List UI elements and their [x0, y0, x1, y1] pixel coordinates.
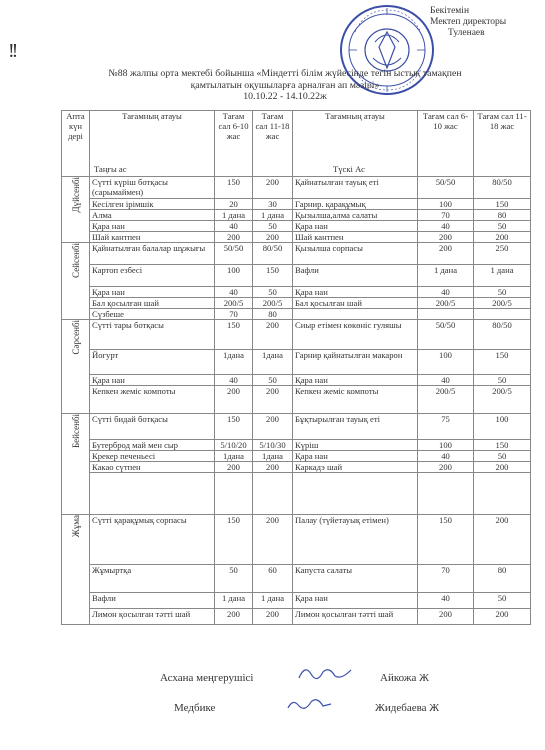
breakfast-dish-cell: Бутерброд май мен сыр	[90, 440, 215, 451]
lunch-portion-6-10-cell: 200	[418, 462, 474, 473]
lunch-portion-6-10-cell: 70	[418, 210, 474, 221]
document-title	[75, 68, 495, 103]
breakfast-portion-11-18-cell: 80	[253, 309, 293, 320]
table-row	[62, 515, 531, 565]
breakfast-portion-6-10-cell: 200	[215, 609, 253, 625]
lunch-portion-6-10-cell: 40	[418, 593, 474, 609]
header-age-11-18: Тағам сал 11-18 жас	[253, 111, 293, 177]
lunch-dish-cell: Лимон қосылған тәтті шай	[293, 609, 418, 625]
margin-mark: !!	[8, 40, 16, 62]
breakfast-portion-11-18-cell: 200	[253, 177, 293, 199]
lunch-dish-cell: Бал қосылған шай	[293, 298, 418, 309]
lunch-portion-6-10-cell: 70	[418, 565, 474, 593]
breakfast-dish-cell: Сүтті бидай ботқасы	[90, 414, 215, 440]
approval-line-2: Мектеп директоры	[430, 17, 507, 27]
lunch-dish-cell: Қара нан	[293, 593, 418, 609]
breakfast-portion-11-18-cell: 200	[253, 609, 293, 625]
breakfast-dish-cell: Жұмыртқа	[90, 565, 215, 593]
lunch-portion-11-18-cell: 150	[474, 199, 531, 210]
breakfast-portion-6-10-cell: 5/10/20	[215, 440, 253, 451]
table-header-row	[62, 111, 531, 177]
lunch-portion-11-18-cell: 50	[474, 221, 531, 232]
breakfast-dish-cell: Сүтті күріш ботқасы (сарымаймен)	[90, 177, 215, 199]
cook-name: Айкожа Ж	[380, 672, 429, 684]
breakfast-portion-6-10-cell	[215, 473, 253, 515]
lunch-portion-11-18-cell: 50	[474, 593, 531, 609]
nurse-name: Жидебаева Ж	[375, 702, 440, 714]
breakfast-dish-cell: Лимон қосылған тәтті шай	[90, 609, 215, 625]
lunch-dish-cell: Кепкен жеміс компоты	[293, 386, 418, 414]
nurse-title: Медбике	[174, 702, 216, 714]
breakfast-portion-11-18-cell: 5/10/30	[253, 440, 293, 451]
table-row	[62, 199, 531, 210]
table-row	[62, 414, 531, 440]
header-day: Апта күн дері	[62, 111, 90, 177]
breakfast-portion-6-10-cell: 150	[215, 177, 253, 199]
header-lunch-age-6-10: Тағам сал 6-10 жас	[418, 111, 474, 177]
breakfast-portion-11-18-cell: 200/5	[253, 298, 293, 309]
lunch-dish-cell: Гарнир қайнатылған макарон	[293, 350, 418, 375]
nurse-signature	[285, 694, 335, 714]
lunch-portion-6-10-cell: 200	[418, 232, 474, 243]
breakfast-portion-11-18-cell: 200	[253, 462, 293, 473]
breakfast-portion-11-18-cell: 50	[253, 375, 293, 386]
breakfast-portion-11-18-cell: 50	[253, 221, 293, 232]
lunch-portion-6-10-cell	[418, 309, 474, 320]
lunch-portion-6-10-cell: 150	[418, 515, 474, 565]
breakfast-dish-cell: Крекер печеньесі	[90, 451, 215, 462]
lunch-dish-cell: Қара нан	[293, 287, 418, 298]
breakfast-dish-cell: Вафли	[90, 593, 215, 609]
table-row	[62, 462, 531, 473]
lunch-dish-cell: Күріш	[293, 440, 418, 451]
table-row	[62, 565, 531, 593]
cook-signature	[295, 662, 355, 684]
breakfast-portion-6-10-cell: 20	[215, 199, 253, 210]
breakfast-dish-cell: Сүзбеше	[90, 309, 215, 320]
breakfast-portion-6-10-cell: 200/5	[215, 298, 253, 309]
lunch-portion-6-10-cell: 100	[418, 440, 474, 451]
breakfast-portion-11-18-cell: 50	[253, 287, 293, 298]
breakfast-portion-6-10-cell: 200	[215, 462, 253, 473]
lunch-portion-11-18-cell: 80/50	[474, 320, 531, 350]
breakfast-portion-11-18-cell: 200	[253, 515, 293, 565]
header-age-6-10: Тағам сал 6-10 жас	[215, 111, 253, 177]
lunch-dish-cell: Гарнир. қарақұмық	[293, 199, 418, 210]
table-row	[62, 265, 531, 287]
lunch-portion-11-18-cell: 200	[474, 462, 531, 473]
breakfast-portion-6-10-cell: 40	[215, 375, 253, 386]
lunch-dish-cell: Каркадэ шай	[293, 462, 418, 473]
day-cell	[62, 320, 90, 414]
menu-table	[61, 110, 531, 625]
breakfast-portion-11-18-cell: 30	[253, 199, 293, 210]
lunch-portion-11-18-cell	[474, 473, 531, 515]
lunch-portion-11-18-cell: 100	[474, 414, 531, 440]
breakfast-portion-6-10-cell: 200	[215, 386, 253, 414]
table-row	[62, 440, 531, 451]
lunch-dish-cell: Палау (түйетауық етімен)	[293, 515, 418, 565]
breakfast-portion-6-10-cell: 200	[215, 232, 253, 243]
lunch-dish-cell: Сиыр етімен көкөніс гуляшы	[293, 320, 418, 350]
table-row	[62, 232, 531, 243]
breakfast-portion-6-10-cell: 100	[215, 265, 253, 287]
breakfast-dish-cell: Йогурт	[90, 350, 215, 375]
breakfast-portion-6-10-cell: 40	[215, 287, 253, 298]
breakfast-dish-cell: Сүтті тары ботқасы	[90, 320, 215, 350]
lunch-portion-11-18-cell: 150	[474, 350, 531, 375]
lunch-portion-11-18-cell: 200	[474, 609, 531, 625]
breakfast-portion-11-18-cell: 1дана	[253, 350, 293, 375]
breakfast-portion-6-10-cell: 150	[215, 515, 253, 565]
breakfast-portion-11-18-cell: 150	[253, 265, 293, 287]
table-row	[62, 287, 531, 298]
breakfast-dish-cell: Шай кантпен	[90, 232, 215, 243]
lunch-portion-11-18-cell: 200/5	[474, 386, 531, 414]
breakfast-portion-11-18-cell: 80/50	[253, 243, 293, 265]
table-row	[62, 451, 531, 462]
lunch-portion-6-10-cell: 1 дана	[418, 265, 474, 287]
header-breakfast: Таңғы ас	[94, 164, 127, 174]
breakfast-dish-cell: Кесілген ірімшік	[90, 199, 215, 210]
lunch-portion-6-10-cell: 40	[418, 375, 474, 386]
lunch-portion-11-18-cell: 80/50	[474, 177, 531, 199]
lunch-portion-11-18-cell: 200	[474, 232, 531, 243]
table-row	[62, 593, 531, 609]
breakfast-portion-6-10-cell: 1дана	[215, 350, 253, 375]
breakfast-portion-6-10-cell: 1дана	[215, 451, 253, 462]
lunch-portion-11-18-cell: 80	[474, 565, 531, 593]
title-line-2: қамтылатын оқушыларға арналған ап мәзірі»	[190, 79, 380, 91]
breakfast-portion-6-10-cell: 1 дана	[215, 210, 253, 221]
breakfast-dish-cell: Сүтті қарақұмық сорпасы	[90, 515, 215, 565]
lunch-portion-11-18-cell: 50	[474, 451, 531, 462]
lunch-dish-cell: Шай кантпен	[293, 232, 418, 243]
breakfast-dish-cell: Картоп езбесі	[90, 265, 215, 287]
lunch-portion-6-10-cell: 40	[418, 221, 474, 232]
lunch-dish-cell: Қара нан	[293, 451, 418, 462]
breakfast-portion-11-18-cell	[253, 473, 293, 515]
day-name: Бейсенбі	[70, 414, 81, 448]
lunch-portion-6-10-cell: 40	[418, 451, 474, 462]
lunch-portion-11-18-cell: 250	[474, 243, 531, 265]
breakfast-dish-cell: Алма	[90, 210, 215, 221]
breakfast-portion-11-18-cell: 1 дана	[253, 593, 293, 609]
breakfast-portion-11-18-cell: 1дана	[253, 451, 293, 462]
table-row	[62, 243, 531, 265]
breakfast-portion-6-10-cell: 50	[215, 565, 253, 593]
lunch-portion-6-10-cell: 75	[418, 414, 474, 440]
lunch-dish-cell: Қара нан	[293, 221, 418, 232]
table-row	[62, 375, 531, 386]
day-cell	[62, 177, 90, 243]
lunch-portion-11-18-cell: 200/5	[474, 298, 531, 309]
breakfast-dish-cell: Қара нан	[90, 375, 215, 386]
table-row	[62, 177, 531, 199]
lunch-portion-6-10-cell: 50/50	[418, 320, 474, 350]
lunch-portion-11-18-cell: 50	[474, 375, 531, 386]
lunch-portion-6-10-cell: 40	[418, 287, 474, 298]
breakfast-portion-6-10-cell: 50/50	[215, 243, 253, 265]
day-name: Сейсенбі	[70, 243, 81, 278]
breakfast-portion-11-18-cell: 200	[253, 414, 293, 440]
breakfast-dish-cell: Бал қосылған шай	[90, 298, 215, 309]
lunch-portion-11-18-cell: 200	[474, 515, 531, 565]
table-row	[62, 210, 531, 221]
table-row	[62, 386, 531, 414]
breakfast-dish-cell: Қара нан	[90, 287, 215, 298]
breakfast-dish-cell: Қара нан	[90, 221, 215, 232]
lunch-dish-cell: Бұқтырылған тауық еті	[293, 414, 418, 440]
lunch-dish-cell: Капуста салаты	[293, 565, 418, 593]
day-cell	[62, 243, 90, 320]
lunch-portion-11-18-cell: 80	[474, 210, 531, 221]
breakfast-portion-6-10-cell: 150	[215, 320, 253, 350]
day-name: Сәрсенбі	[70, 320, 81, 355]
header-breakfast-dish: Тағамның атауы Таңғы ас	[90, 111, 215, 177]
breakfast-dish-cell: Кепкен жеміс компоты	[90, 386, 215, 414]
breakfast-dish-cell: Какао сүтпен	[90, 462, 215, 473]
header-lunch: Түскі Ас	[333, 164, 365, 174]
lunch-dish-cell	[293, 309, 418, 320]
breakfast-dish-cell: Қайнатылған балалар шұжығы	[90, 243, 215, 265]
breakfast-portion-11-18-cell: 200	[253, 320, 293, 350]
lunch-dish-cell: Қызылша сорпасы	[293, 243, 418, 265]
table-row	[62, 473, 531, 515]
lunch-dish-cell: Қара нан	[293, 375, 418, 386]
breakfast-portion-6-10-cell: 40	[215, 221, 253, 232]
cook-title: Асхана меңгерушісі	[160, 672, 254, 684]
lunch-portion-6-10-cell: 100	[418, 350, 474, 375]
lunch-portion-11-18-cell: 50	[474, 287, 531, 298]
breakfast-portion-6-10-cell: 1 дана	[215, 593, 253, 609]
table-row	[62, 221, 531, 232]
lunch-portion-6-10-cell: 100	[418, 199, 474, 210]
breakfast-portion-11-18-cell: 1 дана	[253, 210, 293, 221]
title-line-1: №88 жалпы орта мектебі бойынша «Міндетті білім жүйесінде тегін ыстық тамақпен	[108, 68, 462, 79]
breakfast-dish-cell	[90, 473, 215, 515]
lunch-dish-cell: Қайнатылған тауық еті	[293, 177, 418, 199]
lunch-portion-6-10-cell	[418, 473, 474, 515]
day-cell	[62, 414, 90, 515]
lunch-portion-6-10-cell: 200	[418, 243, 474, 265]
lunch-dish-cell: Қызылша,алма салаты	[293, 210, 418, 221]
lunch-portion-6-10-cell: 200/5	[418, 386, 474, 414]
table-row	[62, 350, 531, 375]
breakfast-portion-6-10-cell: 70	[215, 309, 253, 320]
breakfast-portion-11-18-cell: 200	[253, 386, 293, 414]
approval-block	[430, 6, 506, 39]
table-row	[62, 309, 531, 320]
header-lunch-dish: Тағамның атауы Түскі Ас	[293, 111, 418, 177]
day-name: Жұма	[70, 515, 81, 538]
breakfast-portion-11-18-cell: 200	[253, 232, 293, 243]
table-row	[62, 609, 531, 625]
day-cell	[62, 515, 90, 625]
lunch-portion-11-18-cell: 150	[474, 440, 531, 451]
title-line-3: 10.10.22 - 14.10.22ж	[243, 91, 327, 102]
breakfast-portion-6-10-cell: 150	[215, 414, 253, 440]
header-lunch-age-11-18: Тағам сал 11-18 жас	[474, 111, 531, 177]
lunch-portion-6-10-cell: 200/5	[418, 298, 474, 309]
lunch-portion-6-10-cell: 50/50	[418, 177, 474, 199]
table-row	[62, 320, 531, 350]
approval-line-3: Туленаев	[448, 28, 485, 38]
breakfast-portion-11-18-cell: 60	[253, 565, 293, 593]
approval-line-1: Бекітемін	[430, 6, 470, 16]
lunch-dish-cell	[293, 473, 418, 515]
day-name: Дүйсенбі	[70, 177, 81, 213]
lunch-portion-6-10-cell: 200	[418, 609, 474, 625]
lunch-dish-cell: Вафли	[293, 265, 418, 287]
lunch-portion-11-18-cell: 1 дана	[474, 265, 531, 287]
lunch-portion-11-18-cell	[474, 309, 531, 320]
table-row	[62, 298, 531, 309]
